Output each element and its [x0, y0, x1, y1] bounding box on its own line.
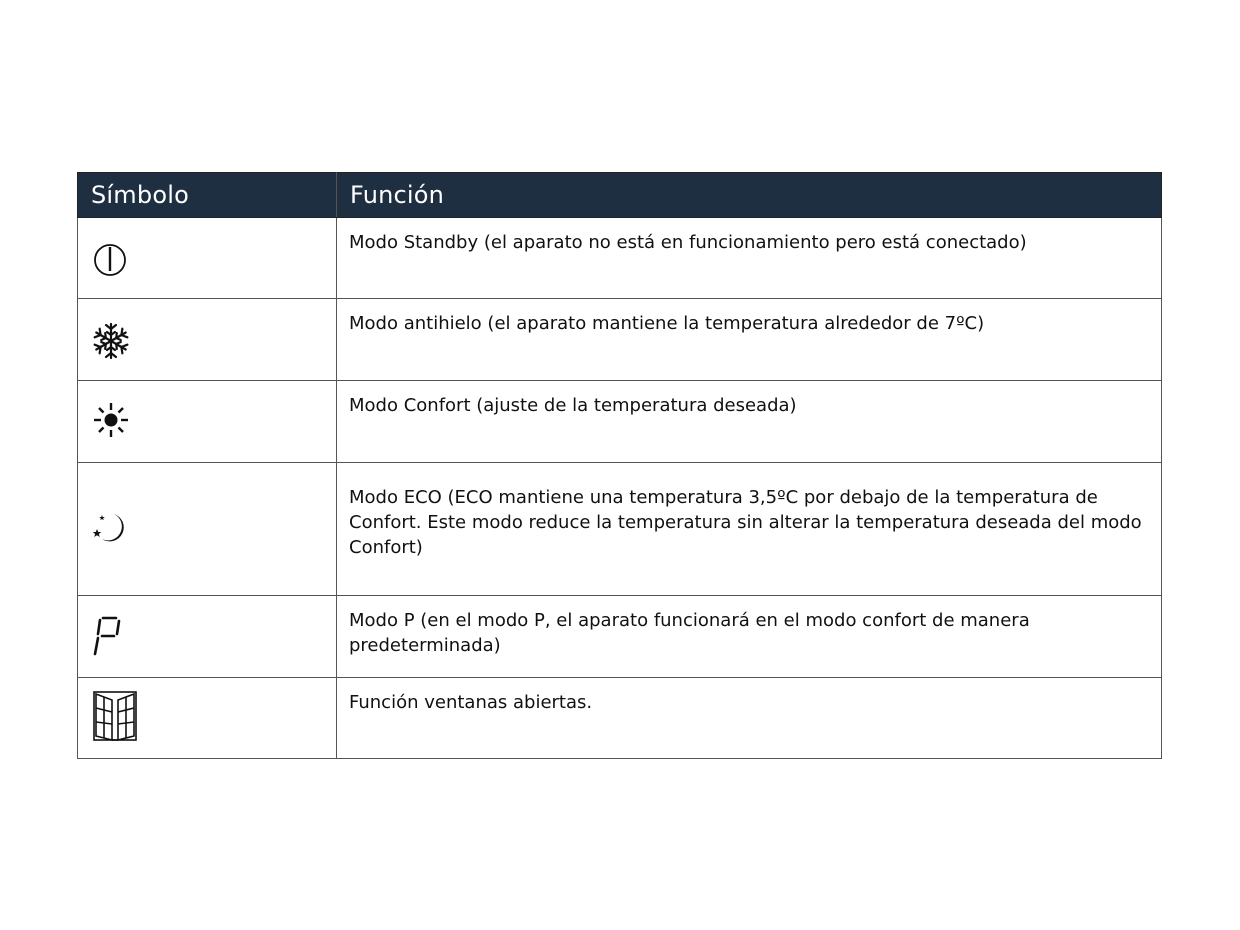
p-mode-icon	[92, 616, 128, 658]
function-description: Modo ECO (ECO mantiene una temperatura 3,5ºC por debajo de la temperatura de Confort. Este modo reduce la temperatura sin alterar la temperatura deseada del modo Confort)	[337, 463, 1162, 596]
table-header-row	[78, 173, 1162, 218]
moon-stars-icon	[92, 511, 132, 547]
table-row	[78, 678, 1162, 759]
function-description: Función ventanas abiertas.	[337, 678, 1162, 759]
symbol-cell	[78, 218, 337, 299]
table-row	[78, 299, 1162, 381]
symbol-cell	[78, 596, 337, 678]
function-description: Modo Confort (ajuste de la temperatura deseada)	[337, 381, 1162, 463]
snowflake-icon	[92, 321, 130, 361]
sun-icon	[92, 401, 130, 439]
function-description: Modo P (en el modo P, el aparato funcionará en el modo confort de manera predeterminada)	[337, 596, 1162, 678]
power-standby-icon	[92, 242, 128, 278]
table-row	[78, 463, 1162, 596]
table-row	[78, 596, 1162, 678]
symbol-function-table	[77, 172, 1162, 759]
function-description: Modo Standby (el aparato no está en funcionamiento pero está conectado)	[337, 218, 1162, 299]
open-window-icon	[92, 690, 138, 744]
header-symbol: Símbolo	[78, 173, 337, 218]
header-function: Función	[337, 173, 1162, 218]
symbol-cell	[78, 299, 337, 381]
table-row	[78, 218, 1162, 299]
symbol-cell	[78, 381, 337, 463]
symbol-cell	[78, 463, 337, 596]
table-row	[78, 381, 1162, 463]
function-description: Modo antihielo (el aparato mantiene la temperatura alrededor de 7ºC)	[337, 299, 1162, 381]
symbol-cell	[78, 678, 337, 759]
